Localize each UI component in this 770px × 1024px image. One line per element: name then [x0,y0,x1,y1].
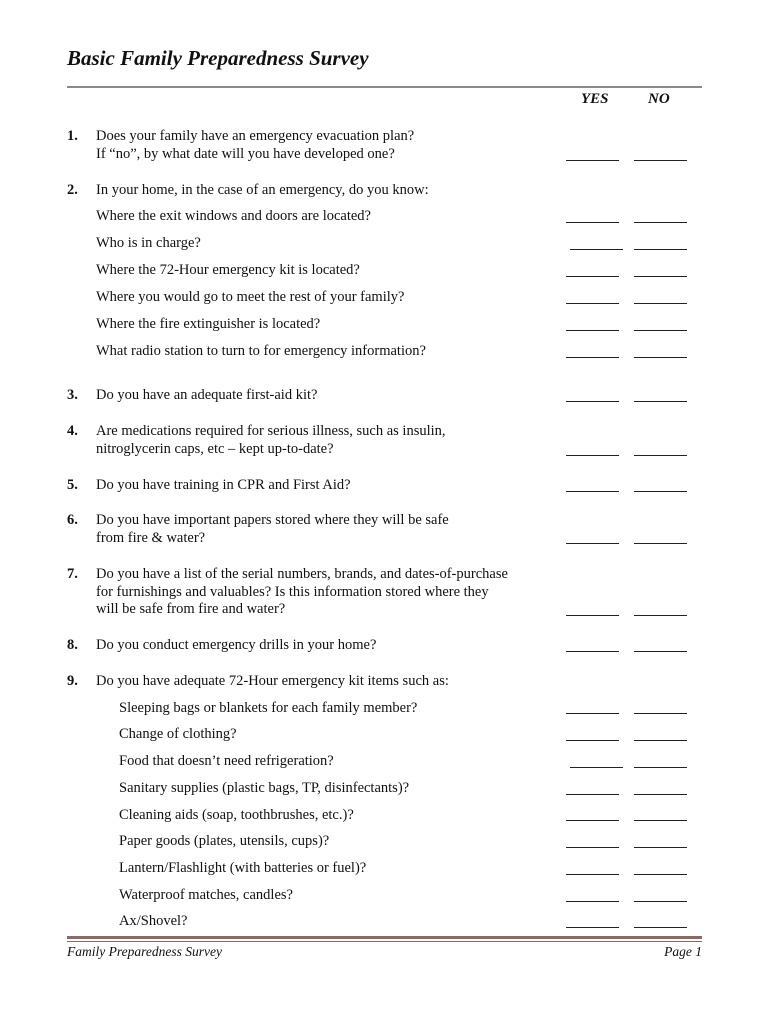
yes-answer-blank[interactable] [570,767,623,768]
footer-divider [67,936,702,939]
question-text: Do you have training in CPR and First Aid? [96,477,351,493]
sub-question-text: Change of clothing? [119,726,237,742]
question-number: 6. [67,512,78,528]
sub-question-text: Where the exit windows and doors are located? [96,208,371,224]
question-number: 7. [67,566,78,582]
sub-question-text: Lantern/Flashlight (with batteries or fuel)? [119,860,367,876]
no-answer-blank[interactable] [634,455,687,456]
question-number: 2. [67,182,78,198]
sub-question-text: What radio station to turn to for emergency information? [96,343,426,359]
yes-answer-blank[interactable] [566,455,619,456]
no-answer-blank[interactable] [634,740,687,741]
yes-answer-blank[interactable] [566,222,619,223]
yes-answer-blank[interactable] [566,740,619,741]
yes-answer-blank[interactable] [566,330,619,331]
no-answer-blank[interactable] [634,874,687,875]
question-text: from fire & water? [96,530,206,546]
yes-answer-blank[interactable] [566,543,619,544]
question-text: Do you have an adequate first-aid kit? [96,387,318,403]
question-text: will be safe from fire and water? [96,601,286,617]
sub-question-text: Sleeping bags or blankets for each family member? [119,700,418,716]
yes-answer-blank[interactable] [566,401,619,402]
question-text: If “no”, by what date will you have developed one? [96,146,395,162]
sub-question-text: Where you would go to meet the rest of your family? [96,289,405,305]
yes-answer-blank[interactable] [566,927,619,928]
yes-answer-blank[interactable] [566,901,619,902]
question-text: Do you have a list of the serial numbers, brands, and dates-of-purchase [96,566,508,582]
yes-answer-blank[interactable] [566,651,619,652]
yes-answer-blank[interactable] [570,249,623,250]
question-number: 4. [67,423,78,439]
sub-question-text: Where the fire extinguisher is located? [96,316,321,332]
question-text: Does your family have an emergency evacuation plan? [96,128,415,144]
sub-question-text: Who is in charge? [96,235,201,251]
page-number: Page 1 [664,944,702,959]
no-column-header: NO [648,91,670,107]
yes-column-header: YES [581,91,609,107]
yes-answer-blank[interactable] [566,160,619,161]
no-answer-blank[interactable] [634,794,687,795]
sub-question-text: Waterproof matches, candles? [119,887,293,903]
question-text: Do you have important papers stored where they will be safe [96,512,449,528]
yes-answer-blank[interactable] [566,713,619,714]
no-answer-blank[interactable] [634,927,687,928]
question-text: nitroglycerin caps, etc – kept up-to-date? [96,441,334,457]
footer-title: Family Preparedness Survey [67,944,222,959]
no-answer-blank[interactable] [634,160,687,161]
no-answer-blank[interactable] [634,303,687,304]
yes-answer-blank[interactable] [566,847,619,848]
footer-divider-thin [67,941,702,942]
sub-question-text: Sanitary supplies (plastic bags, TP, disinfectants)? [119,780,410,796]
yes-answer-blank[interactable] [566,357,619,358]
yes-answer-blank[interactable] [566,874,619,875]
no-answer-blank[interactable] [634,249,687,250]
sub-question-text: Ax/Shovel? [119,913,188,929]
no-answer-blank[interactable] [634,615,687,616]
question-number: 3. [67,387,78,403]
no-answer-blank[interactable] [634,651,687,652]
sub-question-text: Paper goods (plates, utensils, cups)? [119,833,330,849]
question-text: Do you have adequate 72-Hour emergency kit items such as: [96,673,449,689]
yes-answer-blank[interactable] [566,491,619,492]
no-answer-blank[interactable] [634,222,687,223]
title-divider [67,86,702,88]
yes-answer-blank[interactable] [566,820,619,821]
no-answer-blank[interactable] [634,330,687,331]
question-number: 9. [67,673,78,689]
page-title: Basic Family Preparedness Survey [67,46,369,70]
no-answer-blank[interactable] [634,543,687,544]
question-text: Are medications required for serious illness, such as insulin, [96,423,446,439]
no-answer-blank[interactable] [634,357,687,358]
yes-answer-blank[interactable] [566,276,619,277]
question-text: for furnishings and valuables? Is this information stored where they [96,584,489,600]
no-answer-blank[interactable] [634,901,687,902]
no-answer-blank[interactable] [634,713,687,714]
sub-question-text: Cleaning aids (soap, toothbrushes, etc.)? [119,807,354,823]
yes-answer-blank[interactable] [566,303,619,304]
sub-question-text: Food that doesn’t need refrigeration? [119,753,334,769]
yes-answer-blank[interactable] [566,615,619,616]
question-number: 8. [67,637,78,653]
sub-question-text: Where the 72-Hour emergency kit is located? [96,262,360,278]
yes-answer-blank[interactable] [566,794,619,795]
no-answer-blank[interactable] [634,491,687,492]
question-number: 1. [67,128,78,144]
no-answer-blank[interactable] [634,767,687,768]
question-text: In your home, in the case of an emergency, do you know: [96,182,429,198]
question-number: 5. [67,477,78,493]
no-answer-blank[interactable] [634,847,687,848]
no-answer-blank[interactable] [634,820,687,821]
no-answer-blank[interactable] [634,276,687,277]
question-text: Do you conduct emergency drills in your home? [96,637,377,653]
no-answer-blank[interactable] [634,401,687,402]
